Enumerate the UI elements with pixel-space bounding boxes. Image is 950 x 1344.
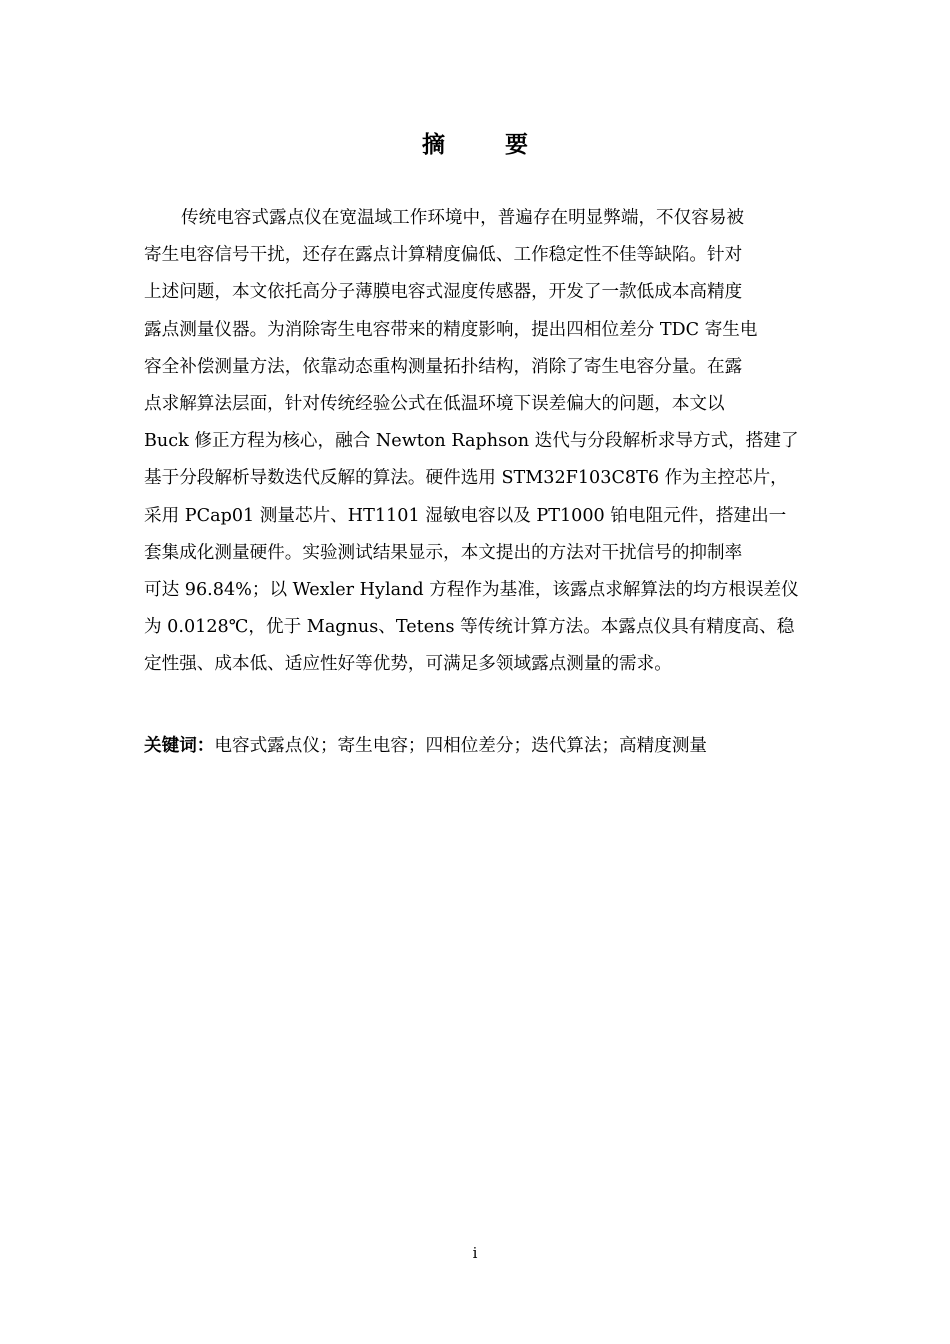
- keywords-label: 关键词：: [144, 736, 215, 756]
- keywords-text: 电容式露点仪；寄生电容；四相位差分；迭代算法；高精度测量: [214, 736, 708, 756]
- abstract-line: 容全补偿测量方法，依靠动态重构测量拓扑结构，消除了寄生电容分量。在露: [144, 356, 743, 377]
- abstract-line: 寄生电容信号干扰，还存在露点计算精度偏低、工作稳定性不佳等缺陷。针对: [144, 245, 743, 266]
- abstract-line: 上述问题，本文依托高分子薄膜电容式湿度传感器，开发了一款低成本高精度: [144, 282, 743, 303]
- abstract-body: [144, 200, 810, 683]
- abstract-line: 定性强、成本低、适应性好等优势，可满足多领域露点测量的需求。: [144, 654, 672, 675]
- abstract-line: 露点测量仪器。为消除寄生电容带来的精度影响，提出四相位差分 TDC 寄生电: [144, 319, 758, 340]
- abstract-line: Buck 修正方程为核心，融合 Newton Raphson 迭代与分段解析求导方式，搭建了: [144, 431, 799, 452]
- abstract-line: 点求解算法层面，针对传统经验公式在低温环境下误差偏大的问题，本文以: [144, 393, 725, 414]
- abstract-line: 为 0.0128℃，优于 Magnus、Tetens 等传统计算方法。本露点仪具有精度高、稳: [144, 617, 795, 638]
- abstract-line: 可达 96.84%；以 Wexler Hyland 方程作为基准，该露点求解算法的均方根误差仪: [144, 579, 799, 600]
- abstract-line: 套集成化测量硬件。实验测试结果显示，本文提出的方法对干扰信号的抑制率: [144, 542, 743, 563]
- page-number: i: [472, 1244, 478, 1262]
- keywords-paragraph: [144, 729, 824, 763]
- abstract-line: 传统电容式露点仪在宽温域工作环境中，普遍存在明显弊端，不仅容易被: [181, 208, 745, 228]
- abstract-line: 采用 PCap01 测量芯片、HT1101 湿敏电容以及 PT1000 铂电阻元件，搭建出一: [144, 505, 787, 526]
- page-title: 摘 要: [421, 132, 554, 158]
- abstract-line: 基于分段解析导数迭代反解的算法。硬件选用 STM32F103C8T6 作为主控芯片，: [144, 468, 788, 489]
